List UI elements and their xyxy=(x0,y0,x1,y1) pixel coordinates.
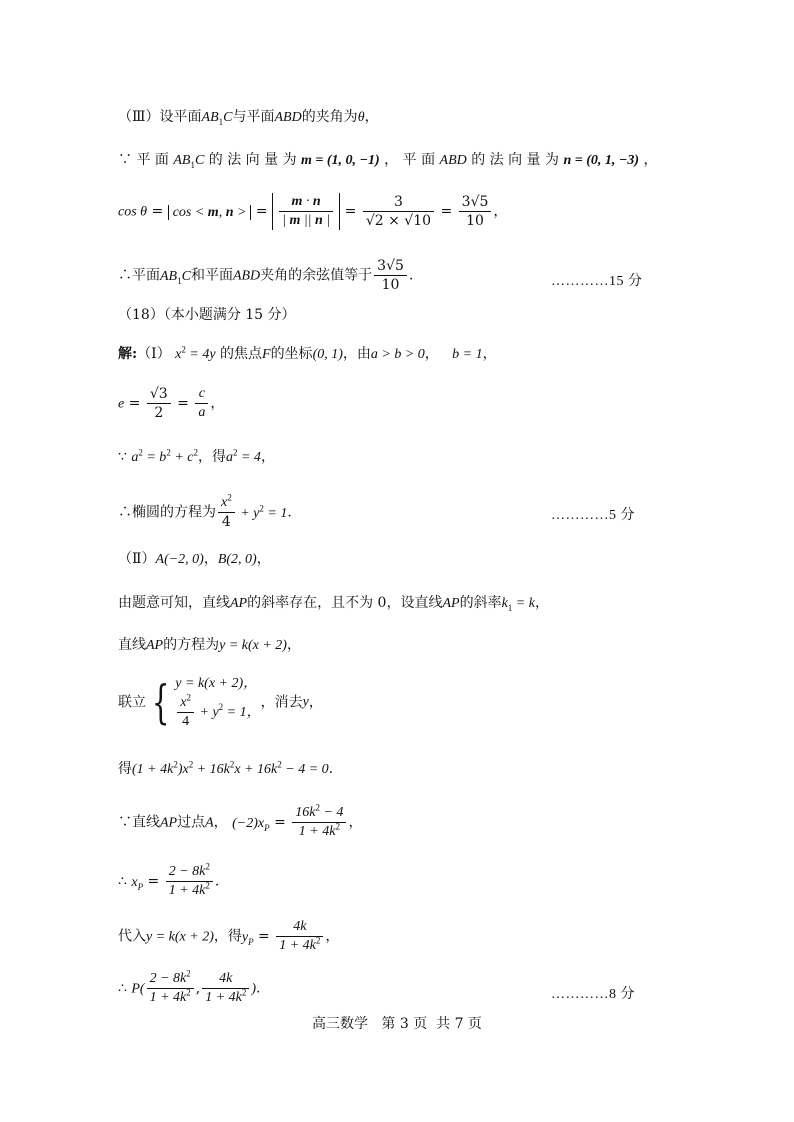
fraction-den: 10 xyxy=(381,277,400,294)
quadratic-line: 得$(1 + 4k^2)x^2 + 16k^2x + 16k^2 - 4 = 0$. xyxy=(118,759,334,777)
part-label: （Ⅰ） xyxy=(137,346,171,362)
solve-label: 解: xyxy=(118,346,138,362)
text: 的 法 向 量 为 xyxy=(471,152,560,168)
because-symbol: ∵ xyxy=(118,152,132,168)
text: 的斜率存在，且不为 0，设直线 xyxy=(247,595,443,611)
product-of-roots-line: ∵直线AP过点A， $(-2)x_P$ = $\frac{16k^2 - 4}{1 + 4k^2}$ ， xyxy=(118,802,363,840)
yp-line: 代入y = k(x + 2)，得$y_P$ = $\frac{4k}{1 + 4k^2}$ ， xyxy=(118,919,340,954)
text: 的 法 向 量 为 xyxy=(208,152,297,168)
q18-header: （18）（本小题满分 15 分） xyxy=(118,307,296,323)
part-label: （Ⅱ） xyxy=(118,551,156,567)
eccentricity-line: e = $\frac{√3}{2}$ = $\frac{c}{a}$ ， xyxy=(118,386,225,422)
text: 椭圆的方程为 xyxy=(132,504,216,521)
text: 的坐标 xyxy=(270,346,313,362)
text: ，消去 xyxy=(260,694,303,711)
page-footer xyxy=(0,1013,794,1033)
text: 直线 xyxy=(132,814,160,831)
part3-conclusion: ∴平面$AB_1C$和平面ABD夹角的余弦值等于 $\frac{3√5}{10}$ . xyxy=(118,258,414,294)
fraction-num: 3 xyxy=(363,193,434,212)
normal-vector-m: m = (1, 0, −1) xyxy=(301,153,380,168)
footer-subject: 高三数学 xyxy=(312,1016,369,1032)
score-8: …………8 分 xyxy=(551,987,635,1002)
fraction-den: 10 xyxy=(466,213,484,230)
q18-part1-line1: 解:（Ⅰ） $x^2 = 4y$ 的焦点F的坐标(0, 1)，由a > b > 0， b = 1， xyxy=(118,344,497,362)
footer-total: 共 7 页 xyxy=(436,1016,482,1032)
normal-vector-n: n = (0, 1, −3) xyxy=(563,153,640,168)
text: 平 面 xyxy=(136,152,169,168)
text: 平面 xyxy=(132,267,160,284)
score-15: …………15 分 xyxy=(551,274,643,289)
text: 由题意可知，直线 xyxy=(118,595,230,611)
fraction-num: √3 xyxy=(147,385,171,404)
text: 的夹角为 xyxy=(301,109,358,125)
part3-line-1: （Ⅲ）设平面$AB_1C$与平面ABD的夹角为θ， xyxy=(118,109,379,127)
text: ，由 xyxy=(342,346,371,362)
line-ap-equation: 直线AP的方程为y = k(x + 2)， xyxy=(118,637,301,653)
text: 代入 xyxy=(118,928,146,945)
text: ， 平 面 xyxy=(384,152,436,168)
system-of-equations: 联立 { y = k(x + 2)， $\frac{x^2}{4}$ + $y^2 = 1$， ，消去y， xyxy=(118,675,323,730)
part3-line-2: ∵ 平 面 $AB_1C$ 的 法 向 量 为 m = (1, 0, −1) ， 平 面 ABD 的 法 向 量 为 n = (0, 1, −3) ， xyxy=(118,152,658,170)
text: 和平面 xyxy=(190,267,233,284)
text: 的方程为 xyxy=(163,637,220,653)
text: ，得 xyxy=(197,449,226,465)
fraction-num: 3√5 xyxy=(459,193,492,212)
cos-theta-formula: cos θ = cos < m, n > = $\frac{m \cdot n}{| m || n |}$ = $\frac{3}{√2 \times √10}$ = $\frac{3√5}{10}$ ， xyxy=(118,194,508,230)
fraction-den: √2 × √10 xyxy=(365,213,432,230)
text: 的斜率 xyxy=(459,595,502,611)
therefore-symbol: ∴ xyxy=(118,267,132,284)
footer-page: 第 3 页 xyxy=(381,1016,428,1032)
text: 夹角的余弦值等于 xyxy=(260,267,373,284)
score-5: …………5 分 xyxy=(551,508,635,523)
fraction-num: 3√5 xyxy=(374,257,407,276)
text: 过点 xyxy=(177,814,206,831)
point-p-line: ∴ P( $\frac{2 - 8k^2}{1 + 4k^2}$ , $\frac{4k}{1 + 4k^2}$ ). xyxy=(118,968,261,1006)
a-squared-line: ∵ $a^2 = b^2 + c^2$，得$a^2 = 4$， xyxy=(118,447,275,465)
text: 直线 xyxy=(118,637,146,653)
fraction-den: 2 xyxy=(154,405,164,422)
ellipse-equation-line: ∴椭圆的方程为 $\frac{x^2}{4}$ + $y^2 = 1$. xyxy=(118,492,292,531)
xp-line: ∴ $x_P$ = $\frac{2 - 8k^2}{1 + 4k^2}$ . xyxy=(118,861,220,899)
text: 得 xyxy=(118,761,132,777)
part2-points: （Ⅱ）A(−2, 0)，B(2, 0)， xyxy=(118,551,271,567)
text: 联立 xyxy=(118,694,146,711)
slope-line: 由题意可知，直线AP的斜率存在，且不为 0，设直线AP的斜率$k_1 = k$， xyxy=(118,595,549,613)
text: ，得 xyxy=(213,928,242,945)
text: （Ⅲ）设平面 xyxy=(118,109,202,125)
text: 的焦点 xyxy=(220,346,262,362)
text: 与平面 xyxy=(232,109,275,125)
